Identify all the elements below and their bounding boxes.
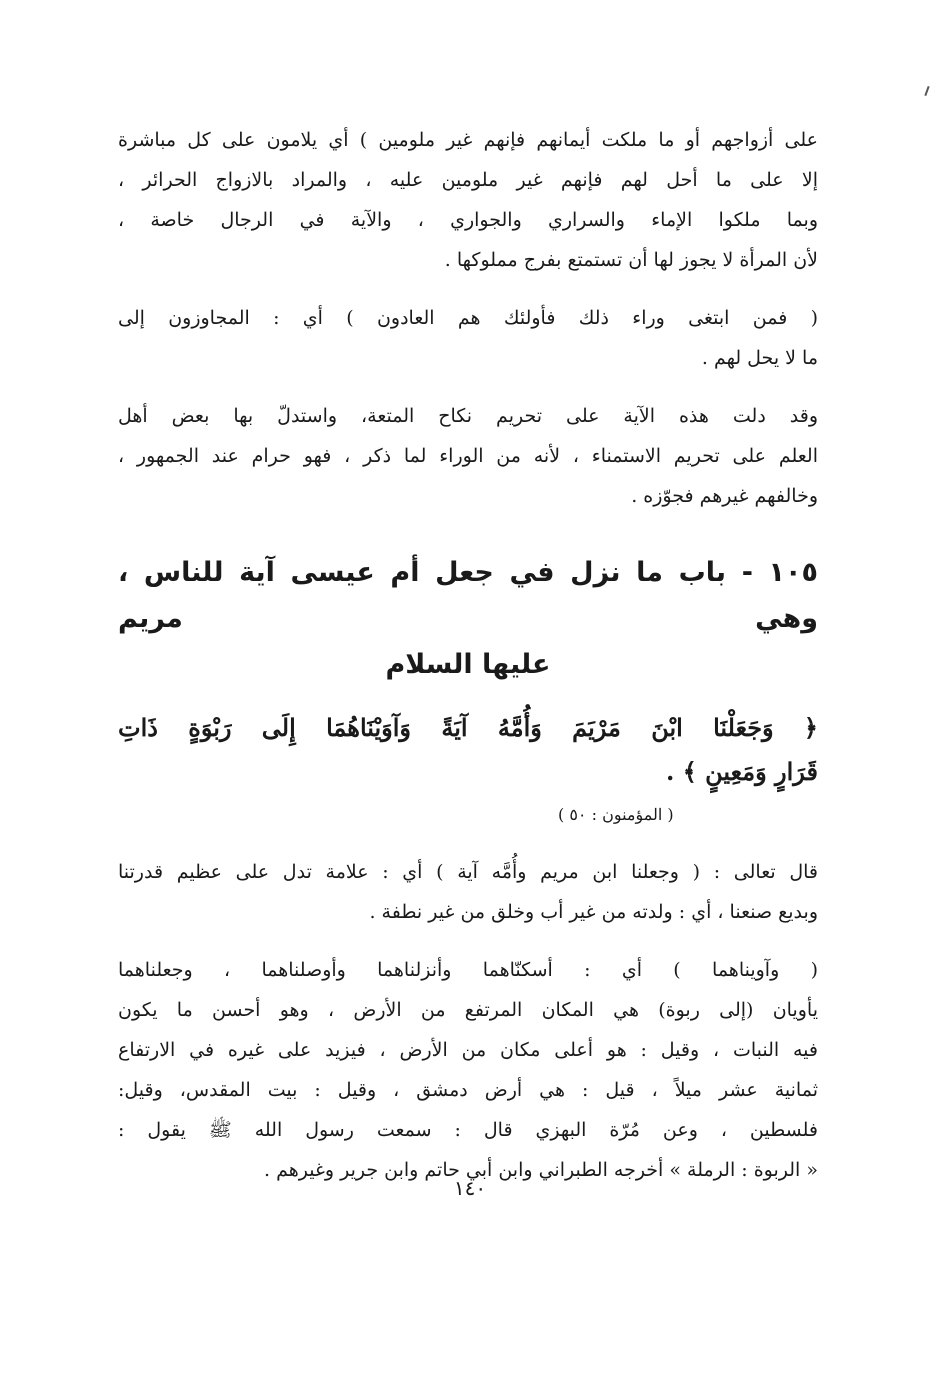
paragraph-4 xyxy=(118,852,818,932)
paragraph-1 xyxy=(118,120,818,280)
text-line: ثمانية عشر ميلاً ، قيل : هي أرض دمشق ، وقيل : بيت المقدس، وقيل: xyxy=(118,1079,818,1101)
text-line: إلا على ما أحل لهم فإنهم غير ملومين عليه ، والمراد بالازواج الحرائر ، xyxy=(118,169,818,191)
text-line: قال تعالى : ( وجعلنا ابن مريم وأُمَّه آية ) أي : علامة تدل على عظيم قدرتنا xyxy=(118,861,818,883)
page-number: ١٤٠ xyxy=(453,1176,487,1200)
text-line: وخالفهم غيرهم فجوّزه . xyxy=(631,485,818,507)
verse-reference: ( المؤمنون : ٥٠ ) xyxy=(558,805,674,824)
text-line: وبما ملكوا الإماء والسراري والجواري ، والآية في الرجال خاصة ، xyxy=(118,209,818,231)
text-line: ما لا يحل لهم . xyxy=(701,347,818,369)
paragraph-2 xyxy=(118,298,818,378)
chapter-heading xyxy=(118,550,818,688)
text-line: فيه النبات ، وقيل : هو أعلى مكان من الأرض ، فيزيد على غيره في الارتفاع xyxy=(118,1039,818,1061)
text-line: وبديع صنعنا ، أي : ولدته من غير أب وخلق من غير نطفة . xyxy=(369,901,818,923)
text-line: على أزواجهم أو ما ملكت أيمانهم فإنهم غير ملومين ) أي يلامون على كل مباشرة xyxy=(118,129,818,151)
paragraph-3 xyxy=(118,396,818,516)
text-line: العلم على تحريم الاستمناء ، لأنه من الوراء لما ذكر ، فهو حرام عند الجمهور ، xyxy=(118,445,818,467)
chapter-title-line: ١٠٥ - باب ما نزل في جعل أم عيسى آية للناس ، وهي مريم xyxy=(118,557,818,634)
chapter-title-line: عليها السلام xyxy=(385,649,551,680)
text-line: وقد دلت هذه الآية على تحريم نكاح المتعة، واستدلّ بها بعض أهل xyxy=(118,405,818,427)
verse-line: قَرَارٍ وَمَعِينٍ ﴾ . xyxy=(666,757,818,786)
text-line: ( فمن ابتغى وراء ذلك فأولئك هم العادون ) أي : المجاوزون إلى xyxy=(118,307,818,329)
text-line: « الربوة : الرملة » أخرجه الطبراني وابن أبي حاتم وابن جرير وغيرهم . xyxy=(263,1159,818,1181)
text-line: ( وآويناهما ) أي : أسكنّاهما وأنزلناهما وأوصلناهما ، وجعلناهما xyxy=(118,959,818,981)
page-body xyxy=(118,120,818,1208)
text-line: فلسطين ، وعن مُرّة البهزي قال : سمعت رسول الله ﷺ يقول : xyxy=(118,1119,818,1141)
quran-verse xyxy=(118,706,818,794)
paragraph-5 xyxy=(118,950,818,1190)
text-line: لأن المرأة لا يجوز لها أن تستمتع بفرج مملوكها . xyxy=(444,249,818,271)
margin-mark xyxy=(924,86,929,96)
text-line: يأويان (إلى ربوة) هي المكان المرتفع من الأرض ، وهو أحسن ما يكون xyxy=(118,999,818,1021)
verse-line: ﴿ وَجَعَلْنَا ابْنَ مَرْيَمَ وَأُمَّهُ آيَةً وَآوَيْنَاهُمَا إِلَى رَبْوَةٍ ذَاتِ xyxy=(118,713,818,742)
